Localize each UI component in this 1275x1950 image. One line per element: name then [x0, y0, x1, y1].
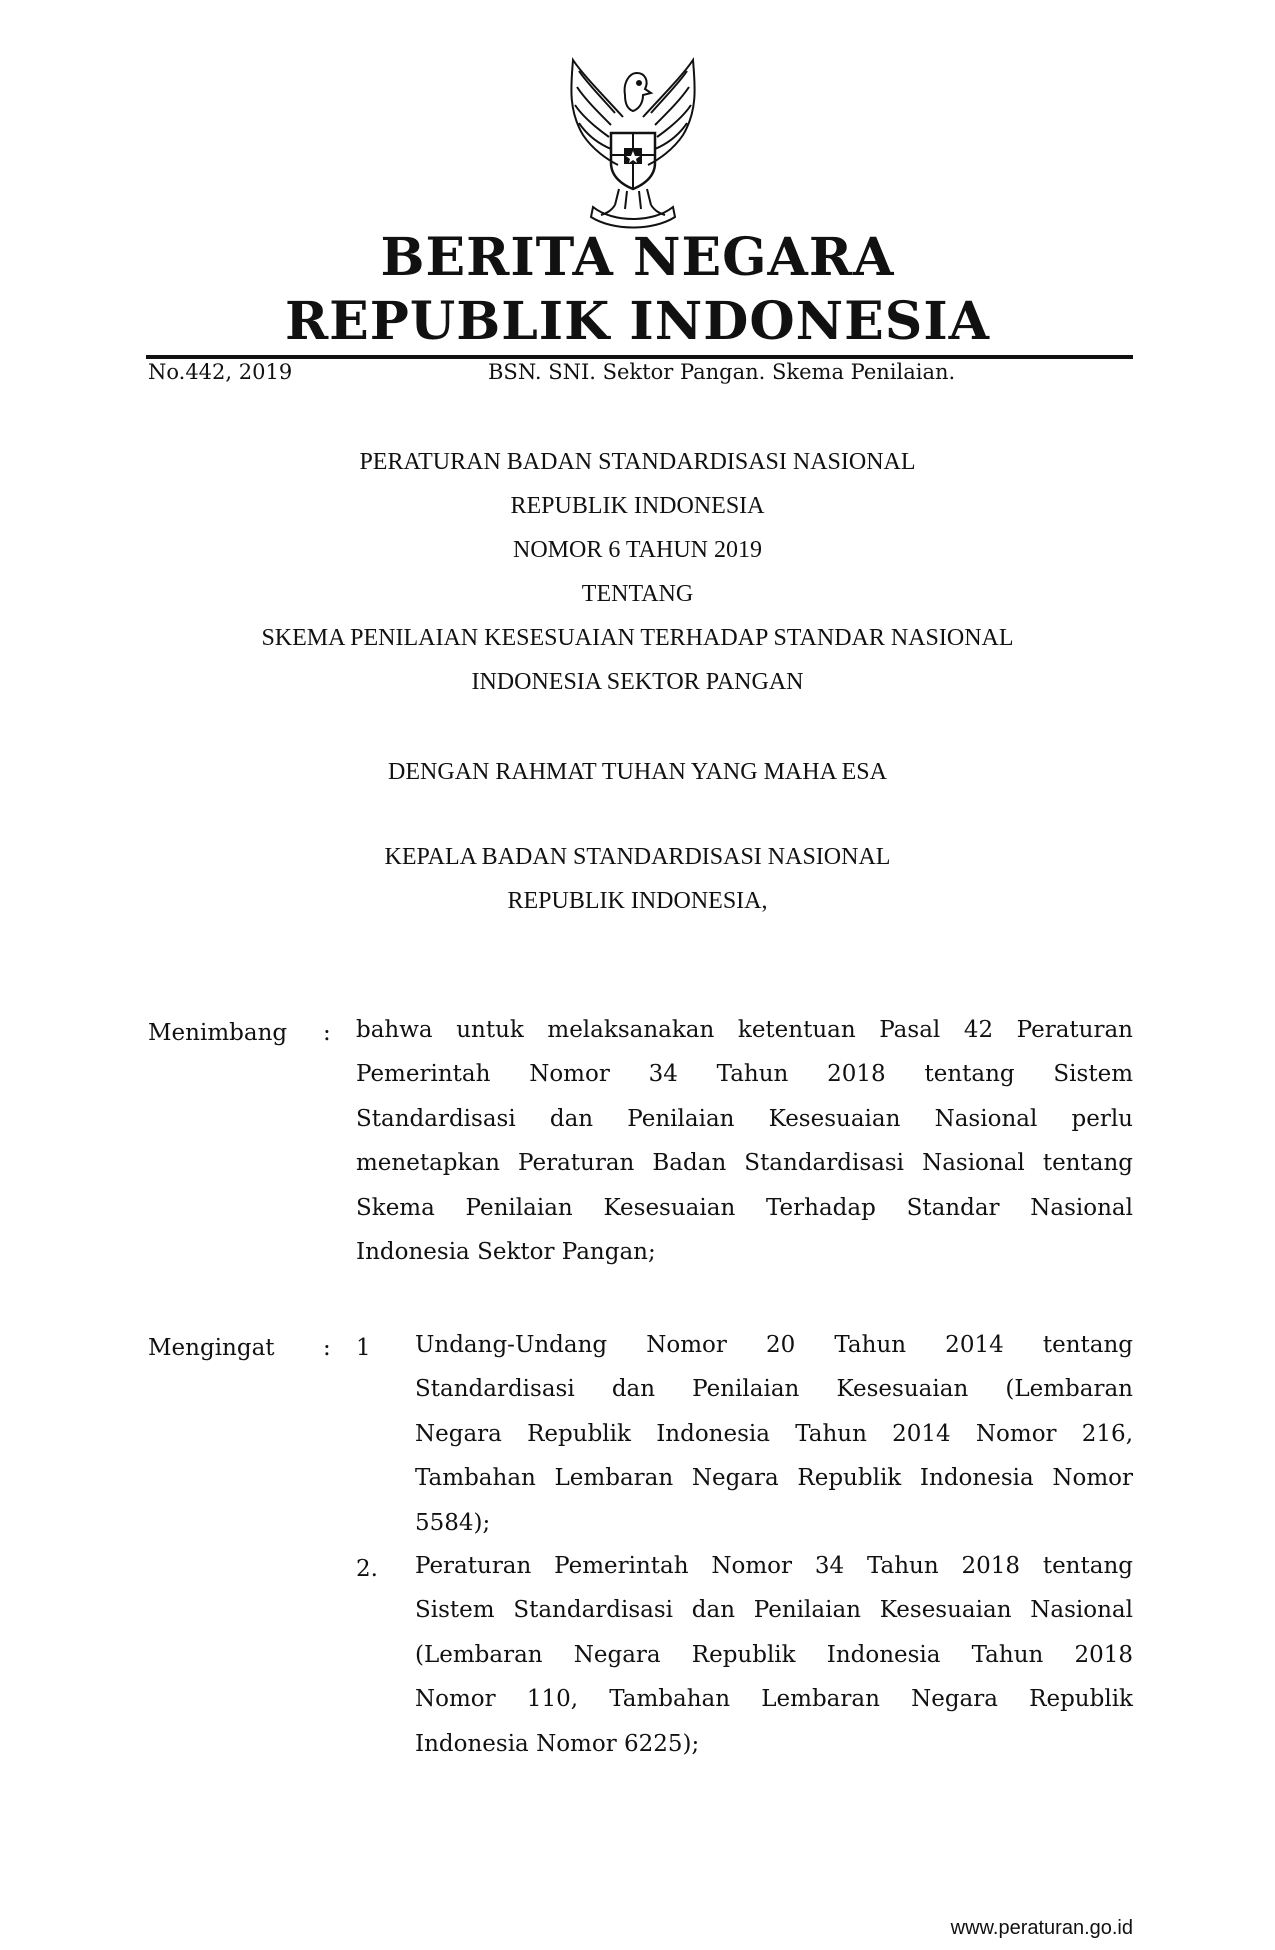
mengingat-item-1	[415, 1323, 1133, 1545]
mengingat-item-line: Tambahan Lembaran Negara Republik Indonesia Nomor	[415, 1465, 1133, 1492]
menimbang-line: menetapkan Peraturan Badan Standardisasi Nasional tentang	[356, 1150, 1133, 1177]
blessing-line: DENGAN RAHMAT TUHAN YANG MAHA ESA	[388, 759, 887, 785]
regulation-title-line: PERATURAN BADAN STANDARDISASI NASIONAL	[359, 449, 916, 475]
mengingat-item-line: Standardisasi dan Penilaian Kesesuaian (Lembaran	[415, 1376, 1133, 1403]
mengingat-item-line: 5584);	[415, 1509, 491, 1536]
menimbang-line: Skema Penilaian Kesesuaian Terhadap Standar Nasional	[356, 1194, 1133, 1221]
mengingat-item-number: 2.	[356, 1556, 378, 1582]
mengingat-item-line: Undang-Undang Nomor 20 Tahun 2014 tentang	[415, 1332, 1133, 1358]
mengingat-label: Mengingat	[148, 1335, 275, 1361]
footer-website-link[interactable]: www.peraturan.go.id	[950, 1917, 1133, 1939]
mengingat-colon: :	[323, 1335, 331, 1361]
regulation-title-line: TENTANG	[581, 581, 694, 607]
regulation-title-line: REPUBLIK INDONESIA	[510, 493, 765, 519]
authority-block	[0, 835, 1275, 923]
regulation-title-line: NOMOR 6 TAHUN 2019	[513, 537, 762, 563]
masthead-divider	[146, 355, 1133, 359]
mengingat-item-number: 1	[356, 1335, 371, 1361]
menimbang-label: Menimbang	[148, 1020, 288, 1046]
authority-line: REPUBLIK INDONESIA,	[507, 888, 768, 914]
masthead-subtitle: REPUBLIK INDONESIA	[284, 291, 991, 352]
regulation-title	[0, 440, 1275, 704]
menimbang-colon: :	[323, 1020, 331, 1046]
menimbang-line: Standardisasi dan Penilaian Kesesuaian Nasional perlu	[356, 1105, 1133, 1132]
mengingat-item-line: Nomor 110, Tambahan Lembaran Negara Republik	[415, 1686, 1133, 1713]
authority-line: KEPALA BADAN STANDARDISASI NASIONAL	[384, 844, 891, 870]
mengingat-item-2	[415, 1544, 1133, 1766]
publication-topic: BSN. SNI. Sektor Pangan. Skema Penilaian.	[488, 360, 956, 384]
menimbang-line: Indonesia Sektor Pangan;	[356, 1239, 656, 1266]
menimbang-line: Pemerintah Nomor 34 Tahun 2018 tentang Sistem	[356, 1061, 1133, 1088]
garuda-pancasila-emblem-icon	[553, 55, 713, 230]
mengingat-item-line: Indonesia Nomor 6225);	[415, 1730, 700, 1757]
regulation-title-line: INDONESIA SEKTOR PANGAN	[471, 669, 804, 695]
publication-number: No.442, 2019	[148, 360, 293, 384]
menimbang-line: bahwa untuk melaksanakan ketentuan Pasal 42 Peraturan	[356, 1017, 1133, 1043]
menimbang-text	[356, 1008, 1133, 1274]
mengingat-item-line: Negara Republik Indonesia Tahun 2014 Nomor 216,	[415, 1420, 1133, 1447]
masthead-title: BERITA NEGARA	[380, 227, 895, 288]
mengingat-item-line: Sistem Standardisasi dan Penilaian Kesesuaian Nasional	[415, 1597, 1133, 1624]
mengingat-item-line: (Lembaran Negara Republik Indonesia Tahun 2018	[415, 1641, 1133, 1668]
mengingat-item-line: Peraturan Pemerintah Nomor 34 Tahun 2018 tentang	[415, 1553, 1133, 1579]
regulation-title-line: SKEMA PENILAIAN KESESUAIAN TERHADAP STANDAR NASIONAL	[261, 625, 1014, 651]
